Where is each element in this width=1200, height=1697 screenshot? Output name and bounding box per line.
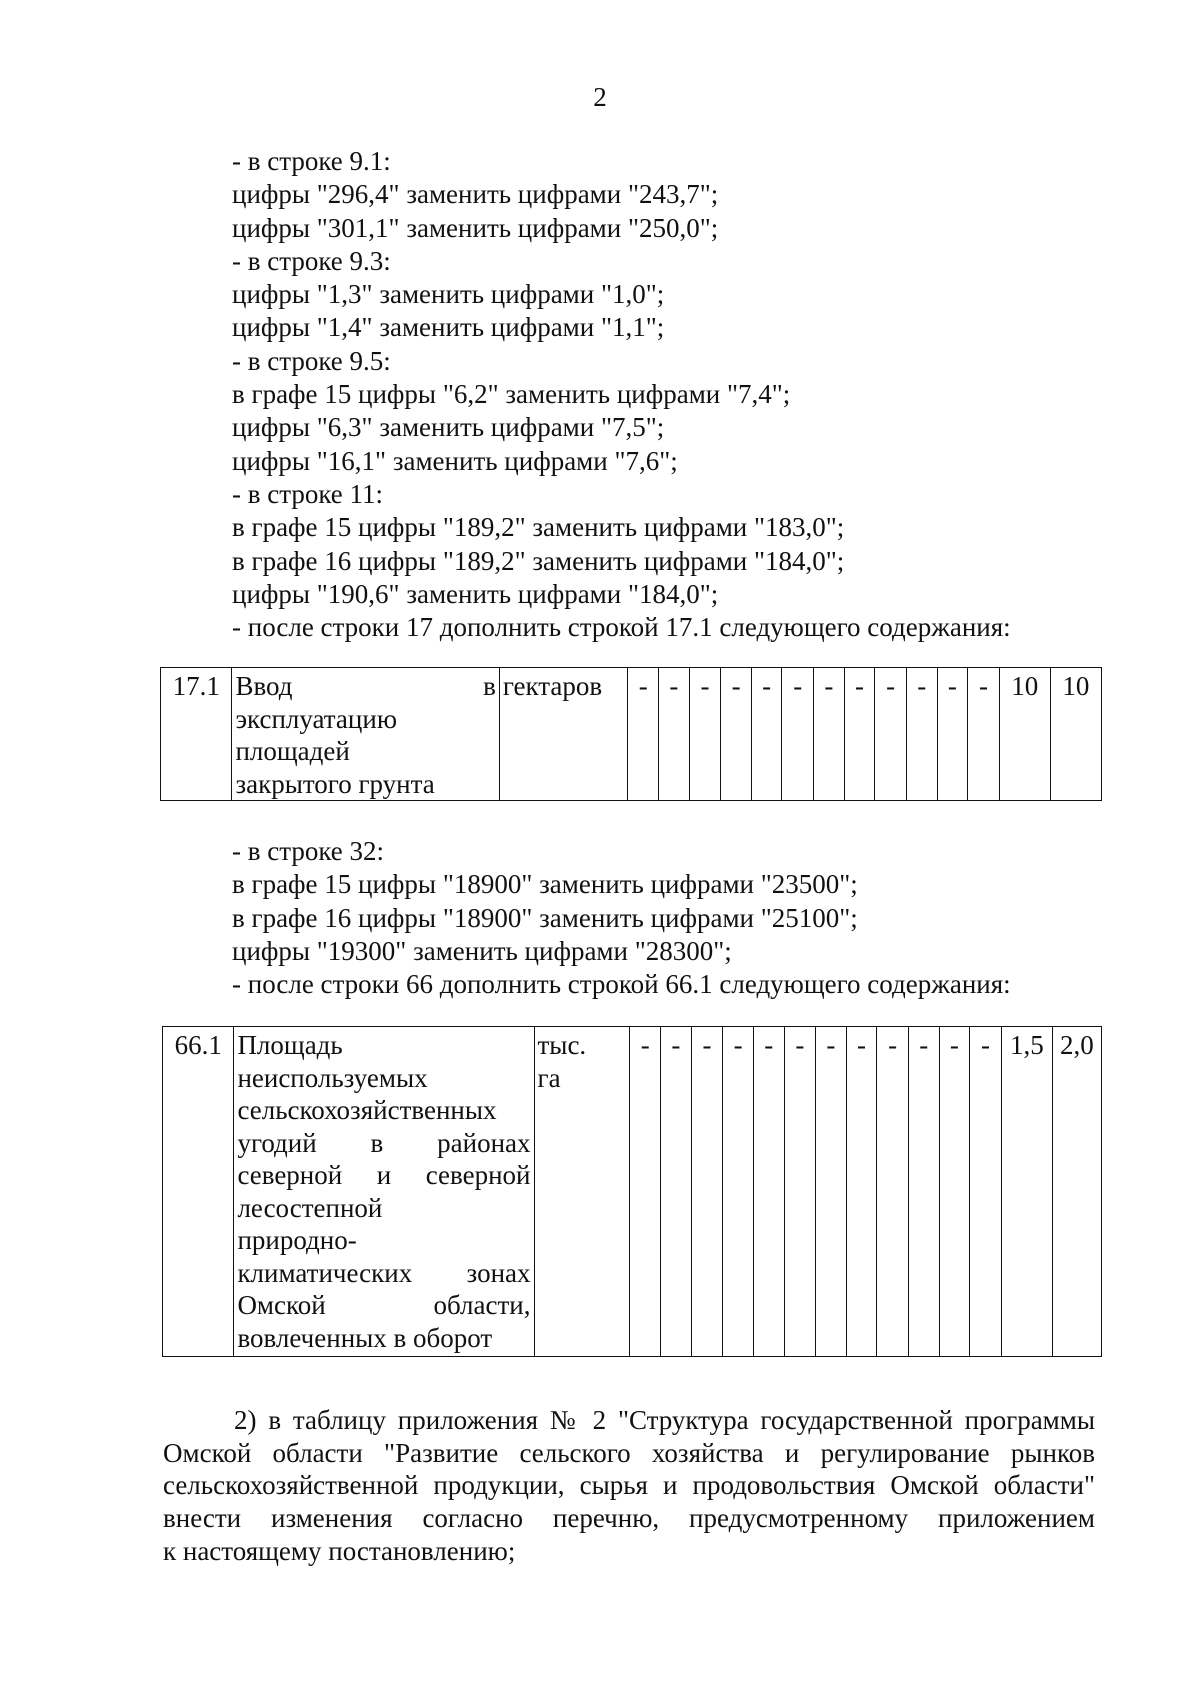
text-line: цифры "190,6" заменить цифрами "184,0"; [232,578,719,609]
text-line: цифры "1,3" заменить цифрами "1,0"; [232,279,665,310]
text-line: цифры "301,1" заменить цифрами "250,0"; [232,212,719,243]
year-value-cell: - [723,1027,754,1357]
year-value-cell: - [753,1027,784,1357]
year-value-cell: - [661,1027,692,1357]
row-number: 17.1 [161,668,232,801]
paragraph-line: 2) в таблицу приложения № 2 "Структура государственной программы [234,1405,1095,1435]
paragraph-line: Омской области "Развитие сельского хозяйства и регулирование рынков [163,1437,1095,1468]
indicator-name-line: угодий в районах [237,1127,531,1158]
year-value-cell: - [939,1027,970,1357]
paragraph-line: внести изменения согласно перечню, предусмотренному приложением [163,1503,1095,1534]
year-value-cell: - [782,668,814,801]
indicator-name-line: Ввод в [235,671,496,701]
year-value-cell: - [875,668,907,801]
indicator-name-line: сельскохозяйственных [237,1095,497,1125]
indicator-name-line: природно- [237,1225,357,1255]
column-15-value: 10 [999,668,1050,801]
indicator-name [234,1027,534,1357]
text-line: в графе 15 цифры "6,2" заменить цифрами "7,4"; [232,379,791,410]
insert-table-row-66-1 [162,1026,1102,1357]
indicator-name-line: вовлеченных в оборот [237,1322,493,1353]
row-number: 66.1 [163,1027,234,1357]
text-line: - в строке 11: [232,478,384,509]
text-line: - после строки 17 дополнить строкой 17.1 следующего содержания: [232,612,1011,643]
closing-paragraph [163,1404,1095,1568]
year-value-cell: - [877,1027,909,1357]
year-value-cell: - [937,668,968,801]
indicator-name-line: северной и северной [237,1160,531,1190]
insert-table-row-17-1 [160,667,1102,801]
text-line: цифры "6,3" заменить цифрами "7,5"; [232,412,665,443]
paragraph-line: к настоящему постановлению; [163,1535,516,1566]
year-value-cell: - [628,668,659,801]
year-value-cell: - [630,1027,661,1357]
column-16-value: 2,0 [1052,1027,1101,1357]
indicator-name-line: климатических зонах [237,1257,531,1288]
year-value-cell: - [970,1027,1002,1357]
text-line: цифры "1,4" заменить цифрами "1,1"; [232,312,665,343]
year-value-cell: - [691,1027,723,1357]
paragraph-line: сельскохозяйственной продукции, сырья и продовольствия Омской области" [163,1470,1095,1501]
text-line: - в строке 9.5: [232,345,391,376]
unit-line: га [537,1062,561,1093]
year-value-cell: - [814,668,845,801]
column-15-value: 1,5 [1001,1027,1052,1357]
indicator-name-line: площадей [235,736,350,766]
indicator-name-line: Омской области, [237,1290,531,1320]
text-line: цифры "16,1" заменить цифрами "7,6"; [232,445,678,476]
year-value-cell: - [784,1027,816,1357]
indicator-name-line: неиспользуемых [237,1062,428,1093]
unit-cell: гектаров [499,668,628,801]
text-line: цифры "296,4" заменить цифрами "243,7"; [232,179,719,210]
text-line: в графе 15 цифры "189,2" заменить цифрами "183,0"; [232,512,845,543]
indicator-name-line: эксплуатацию [235,703,397,734]
year-value-cell: - [908,1027,939,1357]
year-value-cell: - [846,1027,877,1357]
year-value-cell: - [844,668,875,801]
column-16-value: 10 [1050,668,1101,801]
text-line: - в строке 9.1: [232,146,391,176]
text-line: - в строке 32: [232,836,385,866]
year-value-cell: - [906,668,937,801]
year-value-cell: - [816,1027,847,1357]
text-line: - в строке 9.3: [232,245,391,276]
text-line: - после строки 66 дополнить строкой 66.1 следующего содержания: [232,969,1011,1000]
text-line: в графе 16 цифры "18900" заменить цифрами "25100"; [232,902,858,933]
text-line: цифры "19300" заменить цифрами "28300"; [232,935,732,966]
text-line: в графе 15 цифры "18900" заменить цифрами "23500"; [232,869,858,900]
year-value-cell: - [689,668,721,801]
text-line: в графе 16 цифры "189,2" заменить цифрами "184,0"; [232,545,845,576]
page-number: 2 [593,82,607,112]
unit-line: тыс. [537,1030,587,1060]
amendments-block-2 [232,835,1112,1001]
indicator-name-line: лесостепной [237,1192,383,1223]
amendments-block-1 [232,145,1112,644]
year-value-cell: - [721,668,752,801]
year-value-cell: - [968,668,1000,801]
unit-cell [534,1027,630,1357]
indicator-name-line: Площадь [237,1030,343,1060]
indicator-name [232,668,499,801]
year-value-cell: - [751,668,782,801]
year-value-cell: - [659,668,690,801]
indicator-name-line: закрытого грунта [235,768,435,799]
